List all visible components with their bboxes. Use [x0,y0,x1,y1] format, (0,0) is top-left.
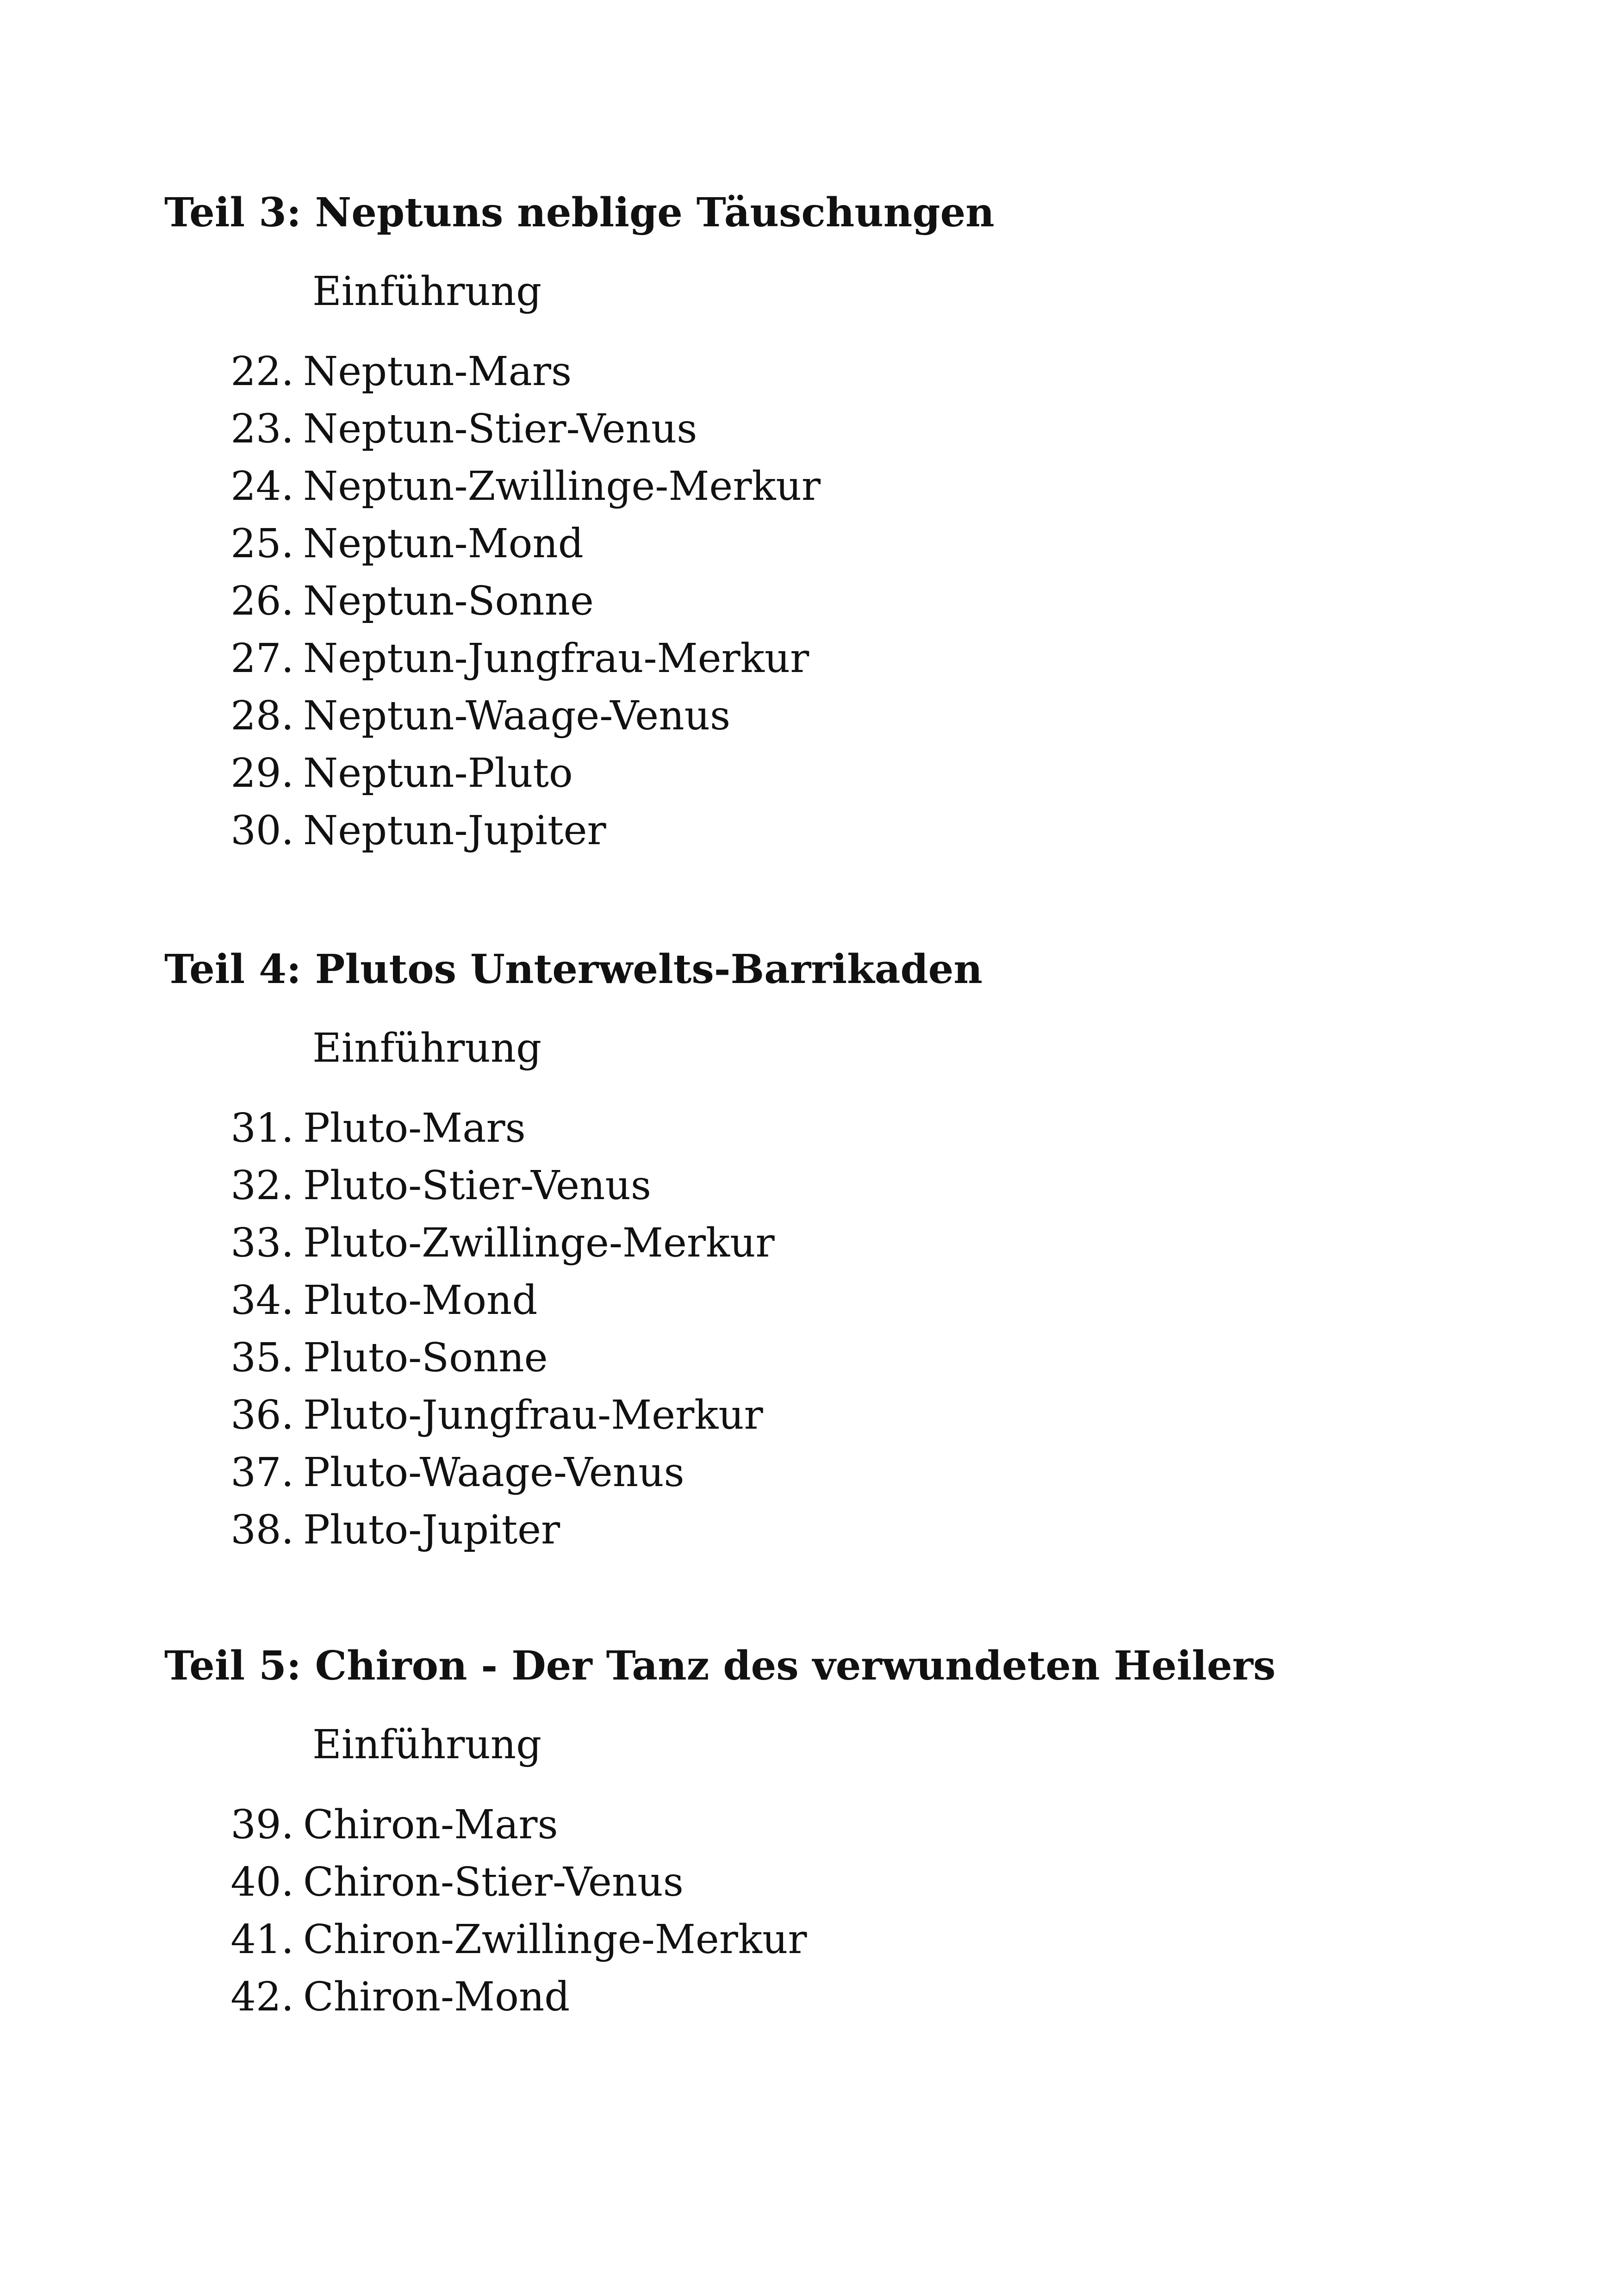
section-intro: Einführung [312,268,542,315]
list-item [164,1272,1506,1329]
list-item [164,1968,1506,2026]
entry-list [164,1796,1506,2026]
entry-number: 38. [230,1507,294,1553]
entry-label: Pluto-Mars [303,1105,526,1151]
section-title: Teil 3: Neptuns neblige Täuschungen [164,189,995,236]
list-item [164,572,1506,630]
entry-label: Pluto-Mond [303,1277,538,1324]
entry-number: 35. [230,1335,294,1381]
entry-number: 25. [230,521,294,567]
entry-number: 28. [230,693,294,739]
entry-number: 27. [230,635,294,682]
entry-label: Neptun-Pluto [303,750,573,796]
entry-list [164,1100,1506,1559]
section-title: Teil 5: Chiron - Der Tanz des verwundeten Heilers [164,1643,1276,1689]
entry-number: 41. [230,1916,294,1963]
entry-number: 34. [230,1277,294,1324]
entry-label: Neptun-Waage-Venus [303,693,731,739]
list-item [164,745,1506,802]
entry-number: 23. [230,406,294,452]
entry-number: 26. [230,578,294,624]
entry-label: Pluto-Stier-Venus [303,1163,651,1209]
entry-label: Pluto-Waage-Venus [303,1450,685,1496]
section-intro: Einführung [312,1025,542,1071]
entry-number: 31. [230,1105,294,1151]
list-item [164,1387,1506,1444]
list-item [164,1444,1506,1501]
list-item [164,1214,1506,1272]
entry-label: Pluto-Jungfrau-Merkur [303,1392,763,1438]
list-item [164,1157,1506,1214]
list-item [164,1501,1506,1559]
section-teil-5 [164,1641,1506,2026]
entry-label: Neptun-Jupiter [303,808,606,854]
entry-label: Neptun-Zwillinge-Merkur [303,463,821,510]
entry-label: Pluto-Sonne [303,1335,548,1381]
entry-label: Neptun-Jungfrau-Merkur [303,635,809,682]
list-item [164,1100,1506,1157]
list-item [164,1911,1506,1968]
list-item [164,1854,1506,1911]
list-item [164,687,1506,745]
list-item [164,515,1506,572]
list-item [164,400,1506,458]
entry-number: 32. [230,1163,294,1209]
entry-label: Pluto-Jupiter [303,1507,560,1553]
list-item [164,1329,1506,1387]
section-title: Teil 4: Plutos Unterwelts-Barrikaden [164,946,983,993]
entry-number: 42. [230,1974,294,2020]
list-item [164,458,1506,515]
section-teil-3 [164,187,1506,859]
entry-label: Chiron-Stier-Venus [303,1859,684,1905]
entry-number: 33. [230,1220,294,1266]
entry-number: 30. [230,808,294,854]
entry-list [164,343,1506,859]
entry-number: 22. [230,348,294,395]
section-intro: Einführung [312,1722,542,1768]
list-item [164,802,1506,859]
entry-label: Neptun-Sonne [303,578,594,624]
list-item [164,343,1506,400]
entry-number: 36. [230,1392,294,1438]
entry-number: 40. [230,1859,294,1905]
entry-number: 37. [230,1450,294,1496]
section-teil-4 [164,944,1506,1559]
entry-number: 24. [230,463,294,510]
entry-label: Pluto-Zwillinge-Merkur [303,1220,775,1266]
entry-label: Neptun-Stier-Venus [303,406,697,452]
list-item [164,1796,1506,1854]
entry-label: Chiron-Mond [303,1974,570,2020]
entry-label: Neptun-Mond [303,521,584,567]
entry-label: Chiron-Mars [303,1802,558,1848]
entry-number: 39. [230,1802,294,1848]
list-item [164,630,1506,687]
entry-number: 29. [230,750,294,796]
entry-label: Chiron-Zwillinge-Merkur [303,1916,807,1963]
entry-label: Neptun-Mars [303,348,572,395]
